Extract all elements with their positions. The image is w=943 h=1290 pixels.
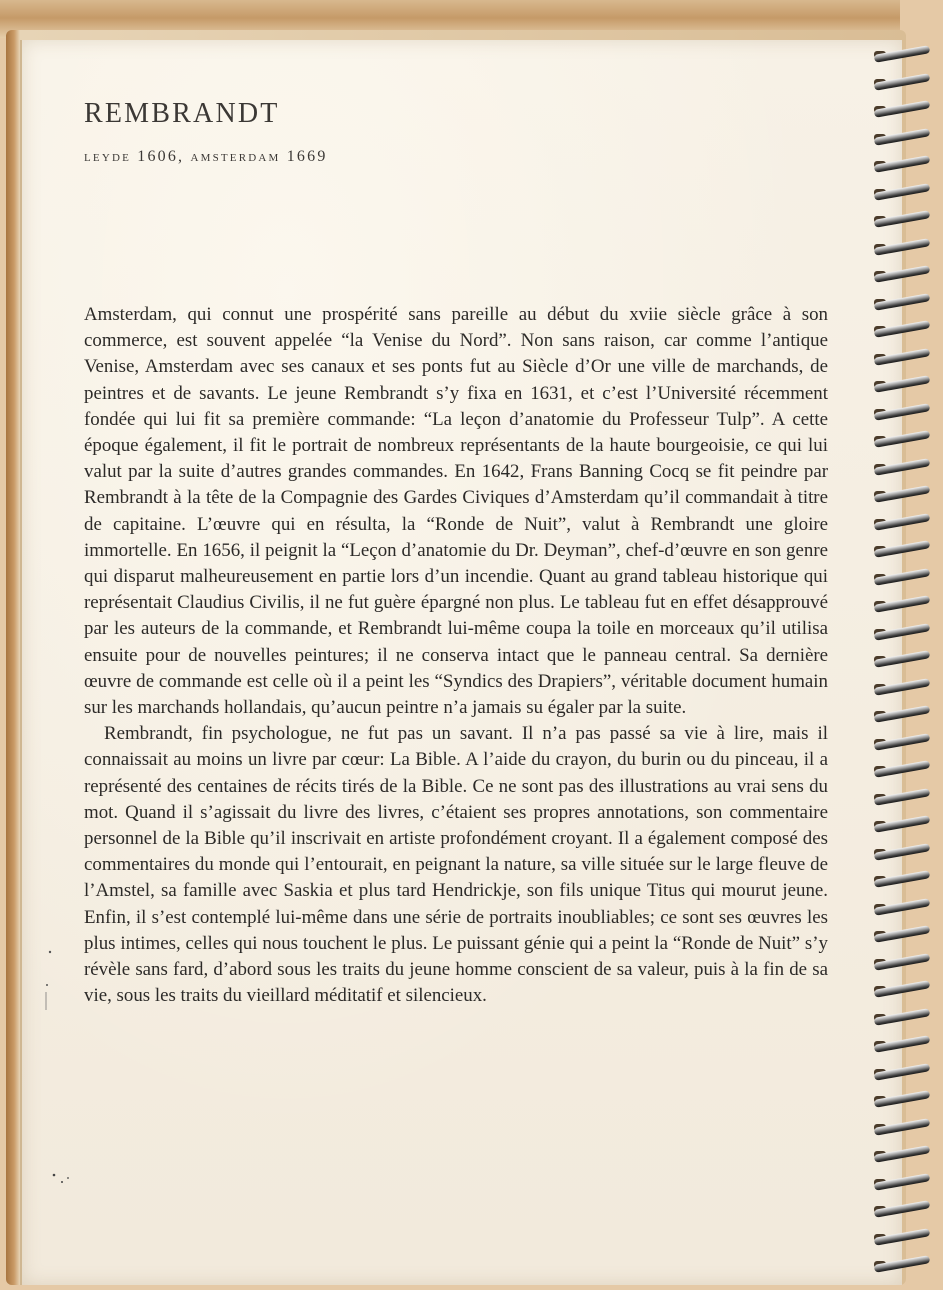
spiral-coil <box>874 131 934 142</box>
spiral-coil <box>874 323 934 334</box>
spiral-wire <box>874 650 931 668</box>
spiral-coil <box>874 158 934 169</box>
spiral-wire <box>874 540 931 558</box>
spiral-coil <box>874 1093 934 1104</box>
spiral-wire <box>874 1173 931 1191</box>
spiral-coil <box>874 296 934 307</box>
spiral-wire <box>874 513 931 531</box>
margin-specks <box>44 940 74 1190</box>
spiral-wire <box>874 238 931 256</box>
spiral-coil <box>874 1203 934 1214</box>
spiral-coil <box>874 461 934 472</box>
spiral-coil <box>874 818 934 829</box>
page-subtitle: leyde 1606, amsterdam 1669 <box>84 148 328 165</box>
spiral-wire <box>874 870 931 888</box>
spiral-wire <box>874 898 931 916</box>
spiral-wire <box>874 788 931 806</box>
spiral-coil <box>874 736 934 747</box>
spiral-wire <box>874 155 931 173</box>
spiral-coil <box>874 956 934 967</box>
spiral-coil <box>874 571 934 582</box>
spiral-wire <box>874 595 931 613</box>
spiral-coil <box>874 1038 934 1049</box>
spiral-coil <box>874 351 934 362</box>
spiral-coil <box>874 241 934 252</box>
spiral-coil <box>874 213 934 224</box>
spiral-wire <box>874 375 931 393</box>
spiral-wire <box>874 1035 931 1053</box>
spiral-coil <box>874 708 934 719</box>
spiral-coil <box>874 516 934 527</box>
spiral-wire <box>874 843 931 861</box>
spiral-coil <box>874 681 934 692</box>
spiral-wire <box>874 1008 931 1026</box>
spiral-coil <box>874 626 934 637</box>
spiral-coil <box>874 1066 934 1077</box>
spiral-wire <box>874 1090 931 1108</box>
spiral-coil <box>874 186 934 197</box>
spiral-coil <box>874 1011 934 1022</box>
spiral-binding-icon <box>868 40 943 1290</box>
spiral-wire <box>874 980 931 998</box>
spiral-coil <box>874 103 934 114</box>
spiral-coil <box>874 488 934 499</box>
spiral-wire <box>874 568 931 586</box>
spiral-coil <box>874 653 934 664</box>
spiral-wire <box>874 100 931 118</box>
spiral-coil <box>874 598 934 609</box>
spiral-coil <box>874 543 934 554</box>
spiral-coil <box>874 791 934 802</box>
spiral-wire <box>874 1118 931 1136</box>
spiral-coil <box>874 433 934 444</box>
spiral-wire <box>874 403 931 421</box>
spiral-wire <box>874 1063 931 1081</box>
spiral-wire <box>874 925 931 943</box>
spiral-wire <box>874 733 931 751</box>
paragraph-2: Rembrandt, fin psychologue, ne fut pas un savant. Il n’a pas passé sa vie à lire, mais il connaissait au moins un livre par cœur: La Bible. A l’aide du crayon, du burin ou du pinceau, il a représenté des centaines de récits tirés de la Bible. Ce ne sont pas des illustrations au vrai sens du mot. Quand il s’agissait du livre des livres, c’étaient ses propres annotations, son commentaire personnel de la Bible qu’il inscrivait en artiste profondément croyant. Il a également composé des commentaires du monde qui l’entourait, en peignant la nature, sa ville située sur le large fleuve de l’Amstel, sa famille avec Saskia et plus tard Hendrickje, son fils unique Titus qui mourut jeune. Enfin, il s’est contemplé lui-même dans une série de portraits inoubliables; ce sont ses œuvres les plus intimes, celles qui nous touchent le plus. Le puissant génie qui a peint la “Ronde de Nuit” s’y révèle sans fard, d’abord sous les traits du jeune homme conscient de sa valeur, puis à la fin de sa vie, sous les traits du vieillard méditatif et silencieux. <box>84 723 828 1007</box>
spiral-wire <box>874 293 931 311</box>
spiral-wire <box>874 45 931 63</box>
spiral-wire <box>874 183 931 201</box>
body-text <box>84 302 828 1009</box>
spiral-coil <box>874 928 934 939</box>
spiral-wire <box>874 1145 931 1163</box>
spiral-wire <box>874 485 931 503</box>
spiral-coil <box>874 1148 934 1159</box>
spiral-coil <box>874 1176 934 1187</box>
spiral-wire <box>874 1200 931 1218</box>
spiral-wire <box>874 210 931 228</box>
spiral-wire <box>874 73 931 91</box>
spiral-coil <box>874 268 934 279</box>
book-page <box>20 40 902 1285</box>
spiral-coil <box>874 901 934 912</box>
spiral-wire <box>874 953 931 971</box>
spiral-coil <box>874 873 934 884</box>
spiral-wire <box>874 348 931 366</box>
spiral-coil <box>874 983 934 994</box>
spiral-coil <box>874 406 934 417</box>
spiral-wire <box>874 430 931 448</box>
page-title: REMBRANDT <box>84 98 280 129</box>
spiral-wire <box>874 705 931 723</box>
spiral-coil <box>874 76 934 87</box>
spiral-coil <box>874 763 934 774</box>
spiral-coil <box>874 48 934 59</box>
spiral-wire <box>874 1255 931 1273</box>
spiral-coil <box>874 1258 934 1269</box>
spiral-wire <box>874 815 931 833</box>
spiral-coil <box>874 1121 934 1132</box>
spiral-coil <box>874 1231 934 1242</box>
spiral-wire <box>874 760 931 778</box>
spiral-wire <box>874 623 931 641</box>
spiral-wire <box>874 1228 931 1246</box>
spiral-coil <box>874 378 934 389</box>
spiral-wire <box>874 458 931 476</box>
spiral-wire <box>874 320 931 338</box>
spiral-wire <box>874 265 931 283</box>
paragraph-1: Amsterdam, qui connut une prospérité sans pareille au début du xviie siècle grâce à son commerce, est souvent appelée “la Venise du Nord”. Non sans raison, car comme l’antique Venise, Amsterdam avec ses canaux et ses ponts fut au Siècle d’Or une ville de marchands, de peintres et de savants. Le jeune Rembrandt s’y fixa en 1631, et c’est l’Université récemment fondée qui lui fit sa première commande: “La leçon d’anatomie du Professeur Tulp”. A cette époque également, il fit le portrait de nombreux représentants de la haute bourgeoisie, ce qui lui valut par la suite d’autres grandes commandes. En 1642, Frans Banning Cocq se fit peindre par Rembrandt à la tête de la Compagnie des Gardes Civiques d’Amsterdam qu’il commandait à titre de capitaine. L’œuvre qui en résulta, la “Ronde de Nuit”, valut à Rembrandt une gloire immortelle. En 1656, il peignit la “Leçon d’anatomie du Dr. Deyman”, chef-d’œuvre en son genre qui disparut malheureusement en partie lors d’un incendie. Quant au grand tableau historique qui représentait Claudius Civilis, il ne fut guère épargné non plus. Le tableau fut en effet désapprouvé par les auteurs de la commande, et Rembrandt lui-même coupa la toile en morceaux qu’il utilisa ensuite pour de nouvelles peintures; il ne conserva intact que le panneau central. Sa dernière œuvre de commande est celle où il a peint les “Syndics des Drapiers”, véritable document humain sur les marchands hollandais, qu’aucun peintre n’a jamais su égaler par la suite. <box>84 304 828 719</box>
spiral-wire <box>874 128 931 146</box>
spiral-coil <box>874 846 934 857</box>
spiral-wire <box>874 678 931 696</box>
